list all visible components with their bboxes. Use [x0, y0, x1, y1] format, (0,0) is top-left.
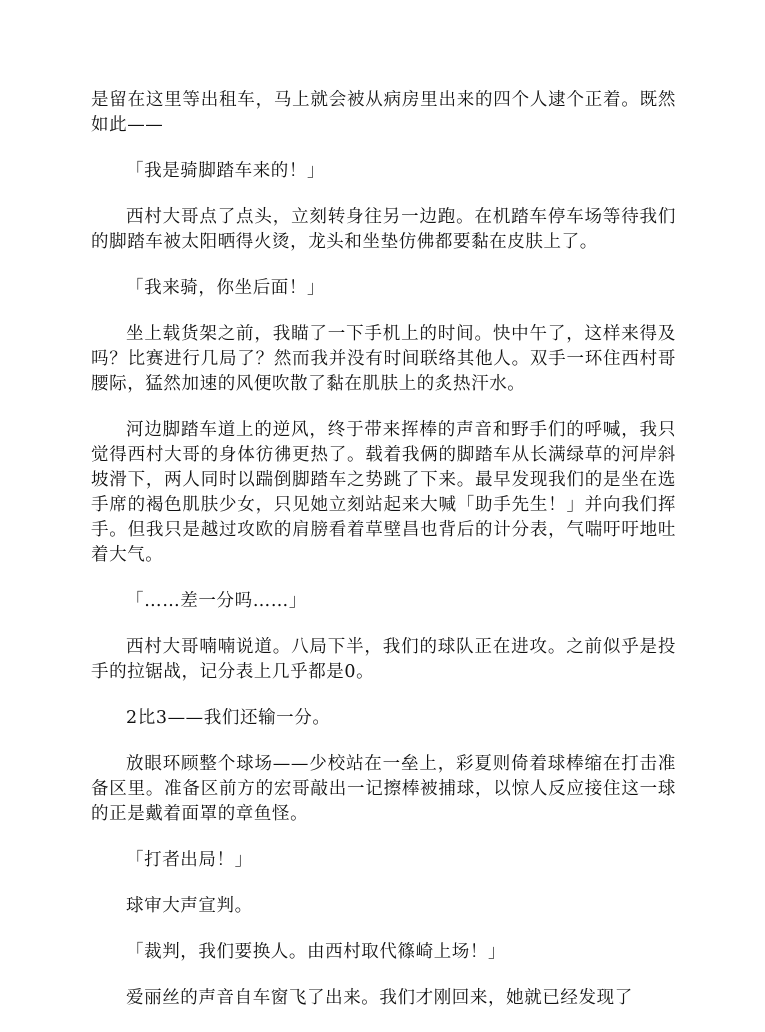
paragraph-2: 「我是骑脚踏车来的！」 [126, 161, 326, 181]
paragraph-11: 「打者出局！」 [126, 850, 253, 870]
paragraph-8: 西村大哥喃喃说道。八局下半，我们的球队正在进攻。之前似乎是投手的拉锯战，记分表上几乎都是0。 [91, 637, 676, 682]
paragraph-3: 西村大哥点了点头，立刻转身往另一边跑。在机踏车停车场等待我们的脚踏车被太阳晒得火烫，龙头和坐垫仿佛都要黏在皮肤上了。 [91, 207, 676, 252]
document-page [91, 88, 676, 1032]
paragraph-7: 「……差一分吗……」 [126, 591, 307, 611]
paragraph-1: 是留在这里等出租车，马上就会被从病房里出来的四个人逮个正着。既然如此—— [91, 90, 676, 135]
paragraph-12: 球审大声宣判。 [126, 896, 253, 916]
paragraph-6: 河边脚踏车道上的逆风，终于带来挥棒的声音和野手们的呼喊，我只觉得西村大哥的身体彷彿更热了。载着我俩的脚踏车从长满绿草的河岸斜坡滑下，两人同时以踹倒脚踏车之势跳了下来。最早发现我们的是坐在选手席的褐色肌肤少女，只见她立刻站起来大喊「助手先生！」并向我们挥手。但我只是越过攻欧的肩膀看着草壁昌也背后的计分表，气喘吁吁地吐着大气。 [91, 420, 676, 565]
paragraph-4: 「我来骑，你坐后面！」 [126, 278, 326, 298]
paragraph-9: 2比3——我们还输一分。 [126, 708, 331, 728]
paragraph-5: 坐上载货架之前，我瞄了一下手机上的时间。快中午了，这样来得及吗？比赛进行几局了？然而我并没有时间联络其他人。双手一环住西村哥腰际，猛然加速的风便吹散了黏在肌肤上的炙热汗水。 [91, 324, 676, 394]
paragraph-10: 放眼环顾整个球场——少校站在一垒上，彩夏则倚着球棒缩在打击准备区里。准备区前方的宏哥敲出一记擦棒被捕球，以惊人反应接住这一球的正是戴着面罩的章鱼怪。 [91, 754, 676, 824]
paragraph-14: 爱丽丝的声音自车窗飞了出来。我们才刚回来，她就已经发现了 [126, 988, 633, 1008]
paragraph-13: 「裁判，我们要换人。由西村取代篠崎上场！」 [126, 942, 507, 962]
